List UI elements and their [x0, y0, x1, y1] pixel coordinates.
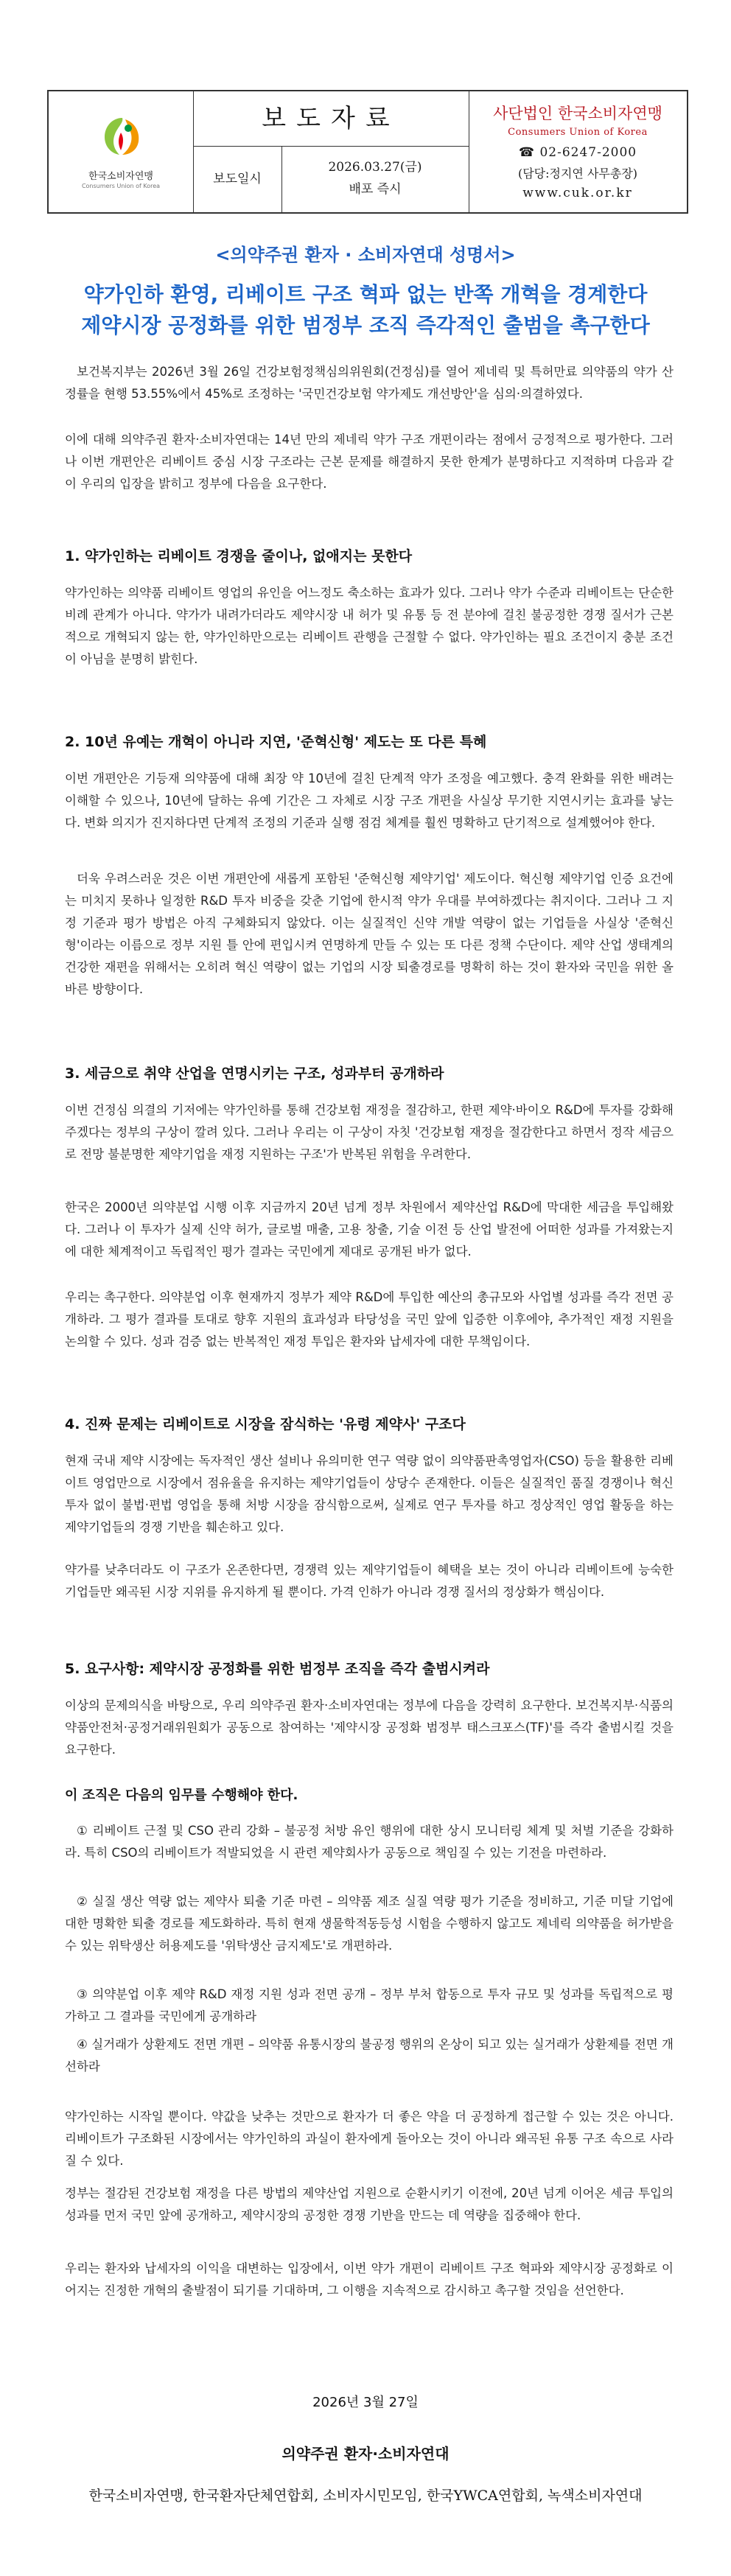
title-cell [193, 91, 469, 212]
logo-cell [49, 91, 194, 212]
contact-person: (담당:정지연 사무총장) [517, 167, 638, 181]
task-item: ④ 실거래가 상환제도 전면 개편 – 의약품 유통시장의 불공정 행위의 온상이 되고 있는 실거래가 상환제를 전면 개선하라 [65, 2037, 674, 2073]
website-url: www.cuk.or.kr [522, 186, 633, 200]
section-heading: 4. 진짜 문제는 리베이트로 시장을 잠식하는 '유령 제약사' 구조다 [65, 1416, 466, 1432]
logo-subtext: Consumers Union of Korea [81, 183, 161, 189]
consumer-union-logo-icon [99, 112, 146, 159]
closing-paragraph: 정부는 절감된 건강보험 재정을 다른 방법의 제약산업 지원으로 순환시키기 이전에, 20년 넘게 이어온 세금 투입의 성과를 먼저 국민 앞에 공개하고, 제약시장의 공정한 경쟁 기반을 만드는 데 역량을 집중해야 한다. [65, 2186, 674, 2222]
tasks-heading: 이 조직은 다음의 임무를 수행해야 한다. [65, 1788, 298, 1803]
task-item: ② 실질 생산 역량 없는 제약사 퇴출 기준 마련 – 의약품 제조 실질 역량 평가 기준을 정비하고, 기준 미달 기업에 대한 명확한 퇴출 경로를 제도화하라. 특히 현재 생물학적동등성 시험을 수행하지 않고도 제네릭 의약품을 허가받을 수 있는 위탁생산 허용제도를 '위탁생산 금지제도'로 개편하라. [65, 1894, 674, 1953]
section-paragraph: 약가를 낮추더라도 이 구조가 온존한다면, 경쟁력 있는 제약기업들이 혜택을 보는 것이 아니라 리베이트에 능숙한 기업들만 왜곡된 시장 지위를 유지하게 될 뿐이다. 가격 인하가 아니라 경쟁 질서의 정상화가 핵심이다. [65, 1563, 674, 1599]
section-paragraph: 더욱 우려스러운 것은 이번 개편안에 새롭게 포함된 '준혁신형 제약기업' 제도이다. 혁신형 제약기업 인증 요건에는 미치지 못하나 일정한 R&D 투자 비중을 갖춘 기업에 한시적 약가 우대를 부여하겠다는 취지이다. 그러나 그 지정 기준과 평가 방법은 아직 구체화되지 않았다. 이는 실질적인 신약 개발 역량이 없는 기업들을 사실상 '준혁신형'이라는 이름으로 정부 지원 틀 안에 편입시켜 연명하게 만들 수 있는 또 다른 정책 수단이다. 제약 산업 생태계의 건강한 재편을 위해서는 오히려 혁신 역량이 없는 기업의 시장 퇴출경로를 명확히 하는 것이 환자와 국민을 위한 올바른 방향이다. [65, 872, 674, 996]
section-heading: 1. 약가인하는 리베이트 경쟁을 줄이나, 없애지는 못한다 [65, 548, 413, 564]
release-date-label: 보도일시 [193, 146, 282, 212]
signature: 의약주권 환자·소비자연대 [281, 2445, 450, 2463]
release-date-value: 2026.03.27(금) [328, 160, 422, 175]
phone-number: ☎ 02-6247-2000 [518, 145, 637, 160]
statement-label: <의약주권 환자 · 소비자연대 성명서> [215, 245, 516, 265]
task-item: ① 리베이트 근절 및 CSO 관리 강화 – 불공정 처방 유인 행위에 대한 상시 모니터링 체계 및 처벌 기준을 강화하라. 특히 CSO의 리베이트가 적발되었을 시 관련 제약회사가 공동으로 책임질 수 있는 기전을 마련하라. [65, 1824, 674, 1860]
intro-paragraph: 이에 대해 의약주권 환자·소비자연대는 14년 만의 제네릭 약가 구조 개편이라는 점에서 긍정적으로 평가한다. 그러나 이번 개편안은 리베이트 중심 시장 구조라는 근본 문제를 해결하지 못한 한계가 분명하다고 지적하며 다음과 같이 우리의 입장을 밝히고 정부에 다음을 요구한다. [65, 433, 674, 491]
task-item: ③ 의약분업 이후 제약 R&D 재정 지원 성과 전면 공개 – 정부 부처 합동으로 투자 규모 및 성과를 독립적으로 평가하고 그 결과를 국민에게 공개하라 [65, 1987, 674, 2023]
organization-cell [469, 91, 687, 212]
section-paragraph: 이상의 문제의식을 바탕으로, 우리 의약주권 환자·소비자연대는 정부에 다음을 강력히 요구한다. 보건복지부·식품의약품안전처·공정거래위원회가 공동으로 참여하는 '제약시장 공정화 범정부 태스크포스(TF)'를 즉각 출범시킬 것을 요구한다. [65, 1698, 674, 1757]
statement-date: 2026년 3월 27일 [312, 2395, 419, 2410]
intro-paragraph: 보건복지부는 2026년 3월 26일 건강보험정책심의위원회(건정심)를 열어 제네릭 및 특허만료 의약품의 약가 산정률을 현행 53.55%에서 45%로 조정하는 '국민건강보험 약가제도 개선방안'을 심의·의결하였다. [65, 365, 674, 401]
section-paragraph: 한국은 2000년 의약분업 시행 이후 지금까지 20년 넘게 정부 차원에서 제약산업 R&D에 막대한 세금을 투입해왔다. 그러나 이 투자가 실제 신약 허가, 글로벌 매출, 고용 창출, 기술 이전 등 산업 발전에 어떠한 성과를 가져왔는지에 대한 체계적이고 독립적인 평가 결과는 국민에게 제대로 공개된 바가 없다. [65, 1200, 674, 1259]
section-heading: 2. 10년 유예는 개혁이 아니라 지연, '준혁신형' 제도는 또 다른 특혜 [65, 734, 487, 750]
organization-english-name: Consumers Union of Korea [508, 127, 648, 138]
release-timing: 배포 즉시 [349, 182, 402, 197]
release-date-cell [281, 146, 469, 212]
closing-paragraph: 약가인하는 시작일 뿐이다. 약값을 낮추는 것만으로 환자가 더 좋은 약을 더 공정하게 접근할 수 있는 것은 아니다. 리베이트가 구조화된 시장에서는 약가인하의 과실이 환자에게 돌아오는 것이 아니라 왜곡된 유통 구조 속으로 사라질 수 있다. [65, 2110, 674, 2168]
section-paragraph: 이번 건정심 의결의 기저에는 약가인하를 통해 건강보험 재정을 절감하고, 한편 제약·바이오 R&D에 투자를 강화해 주겠다는 정부의 구상이 깔려 있다. 그러나 우리는 이 구상이 자칫 '건강보험 재정을 절감한다고 하면서 정작 세금으로 전망 불분명한 제약기업을 재정 지원하는 구조'가 반복된 위험을 우려한다. [65, 1103, 674, 1161]
section-paragraph: 현재 국내 제약 시장에는 독자적인 생산 설비나 유의미한 연구 역량 없이 의약품판촉영업자(CSO) 등을 활용한 리베이트 영업만으로 시장에서 점유율을 유지하는 제약기업들이 상당수 존재한다. 이들은 실질적인 품질 경쟁이나 혁신 투자 없이 불법·편법 영업을 통해 처방 시장을 잠식함으로써, 실제로 연구 투자를 하고 정상적인 영업 활동을 하는 제약기업들의 경쟁 기반을 훼손하고 있다. [65, 1454, 674, 1534]
section-paragraph: 약가인하는 의약품 리베이트 영업의 유인을 어느정도 축소하는 효과가 있다. 그러나 약가 수준과 리베이트는 단순한 비례 관계가 아니다. 약가가 내려가더라도 제약시장 내 허가 및 유통 등 전 분야에 걸친 불공정한 경쟁 질서가 근본적으로 개혁되지 않는 한, 약가인하만으로는 리베이트 관행을 근절할 수 없다. 약가인하는 필요 조건이지 충분 조건이 아님을 분명히 밝힌다. [65, 586, 674, 666]
section-paragraph: 이번 개편안은 기등재 의약품에 대해 최장 약 10년에 걸친 단계적 약가 조정을 예고했다. 충격 완화를 위한 배려는 이해할 수 있으나, 10년에 달하는 유예 기간은 그 자체로 시장 구조 개편을 사실상 무기한 지연시키는 효과를 낳는다. 변화 의지가 진지하다면 단계적 조정의 기준과 실행 점검 체계를 훨씬 명확하고 단기적으로 설계했어야 한다. [65, 771, 674, 830]
closing-paragraph: 우리는 환자와 납세자의 이익을 대변하는 입장에서, 이번 약가 개편이 리베이트 구조 혁파와 제약시장 공정화로 이어지는 진정한 개혁의 출발점이 되기를 기대하며, 그 이행을 지속적으로 감시하고 촉구할 것임을 선언한다. [65, 2261, 674, 2297]
headline-line-2: 제약시장 공정화를 위한 범정부 조직 즉각적인 출범을 촉구한다 [81, 313, 650, 337]
member-organizations: 한국소비자연맹, 한국환자단체연합회, 소비자시민모임, 한국YWCA연합회, 녹색소비자연대 [88, 2488, 643, 2504]
logo-text: 한국소비자연맹 [88, 171, 153, 182]
document-title: 보도자료 [193, 91, 469, 147]
press-release-header [47, 90, 688, 214]
organization-name: 사단법인 한국소비자연맹 [493, 105, 662, 122]
section-heading: 5. 요구사항: 제약시장 공정화를 위한 범정부 조직을 즉각 출범시켜라 [65, 1661, 490, 1677]
headline-line-1: 약가인하 환영, 리베이트 구조 혁파 없는 반쪽 개혁을 경계한다 [83, 282, 648, 307]
section-paragraph: 우리는 촉구한다. 의약분업 이후 현재까지 정부가 제약 R&D에 투입한 예산의 총규모와 사업별 성과를 즉각 전면 공개하라. 그 평가 결과를 토대로 향후 지원의 효과성과 타당성을 국민 앞에 입증한 이후에야, 추가적인 재정 지원을 논의할 수 있다. 성과 검증 없는 반복적인 재정 투입은 환자와 납세자에 대한 무책임이다. [65, 1290, 674, 1348]
section-heading: 3. 세금으로 취약 산업을 연명시키는 구조, 성과부터 공개하라 [65, 1065, 444, 1082]
